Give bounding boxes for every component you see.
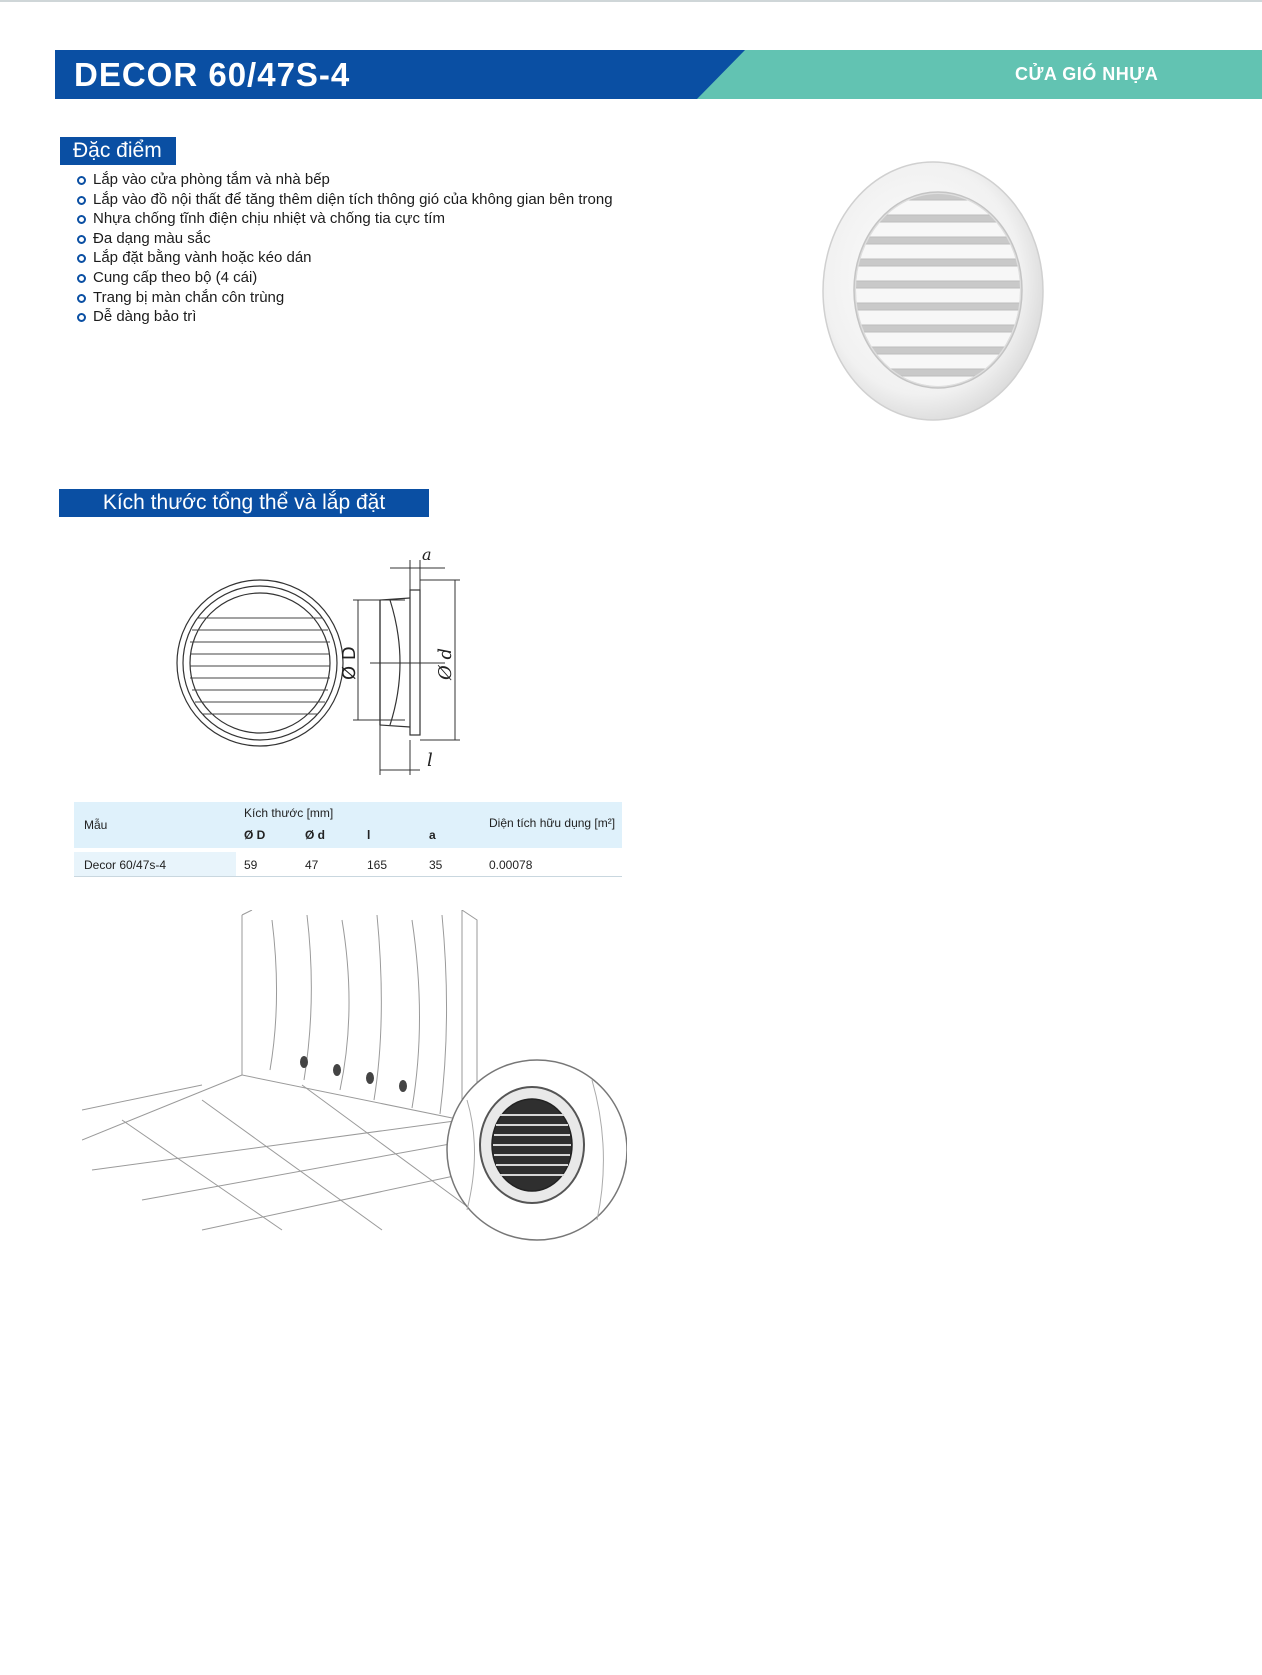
col-model: Mẫu	[84, 818, 108, 832]
dimensions-heading: Kích thước tổng thể và lắp đặt	[59, 489, 429, 517]
col-D: Ø D	[244, 828, 266, 842]
feature-item: Nhựa chống tĩnh điện chịu nhiệt và chống tia cực tím	[74, 209, 613, 229]
cell-l: 165	[367, 858, 388, 872]
label-D: Ø D	[339, 646, 360, 680]
label-a: a	[422, 545, 432, 564]
spec-table	[74, 802, 622, 877]
col-d: Ø d	[305, 828, 325, 842]
header-category-band	[697, 50, 1262, 99]
col-a: a	[429, 828, 436, 842]
table-row	[74, 852, 622, 877]
installation-illustration	[82, 910, 627, 1250]
product-category: CỬA GIÓ NHỰA	[1015, 64, 1159, 84]
cell-D: 59	[244, 858, 258, 872]
col-dimensions: Kích thước [mm]	[244, 806, 334, 820]
feature-item: Trang bị màn chắn côn trùng	[74, 288, 613, 308]
cell-a: 35	[429, 858, 443, 872]
cell-area: 0.00078	[489, 858, 533, 872]
feature-item: Lắp vào đồ nội thất để tăng thêm diện tích thông gió của không gian bên trong	[74, 190, 613, 210]
cell-model: Decor 60/47s-4	[84, 858, 167, 872]
cell-d: 47	[305, 858, 319, 872]
features-heading: Đặc điểm	[60, 137, 176, 165]
feature-item: Cung cấp theo bộ (4 cái)	[74, 268, 613, 288]
col-area: Diện tích hữu dụng [m²]	[489, 816, 616, 830]
product-title: DECOR 60/47S-4	[74, 56, 351, 93]
feature-item: Lắp đặt bằng vành hoặc kéo dán	[74, 248, 613, 268]
label-d: Ø d	[435, 647, 456, 680]
feature-item: Dễ dàng bảo trì	[74, 307, 613, 327]
col-l: l	[367, 828, 371, 842]
product-photo	[820, 160, 1050, 425]
feature-item: Lắp vào cửa phòng tắm và nhà bếp	[74, 170, 613, 190]
feature-list	[74, 170, 613, 327]
spec-table-header	[74, 802, 622, 848]
top-rule	[0, 0, 1262, 2]
label-l: l	[427, 750, 433, 771]
feature-item: Đa dạng màu sắc	[74, 229, 613, 249]
dimension-drawing	[175, 540, 515, 780]
